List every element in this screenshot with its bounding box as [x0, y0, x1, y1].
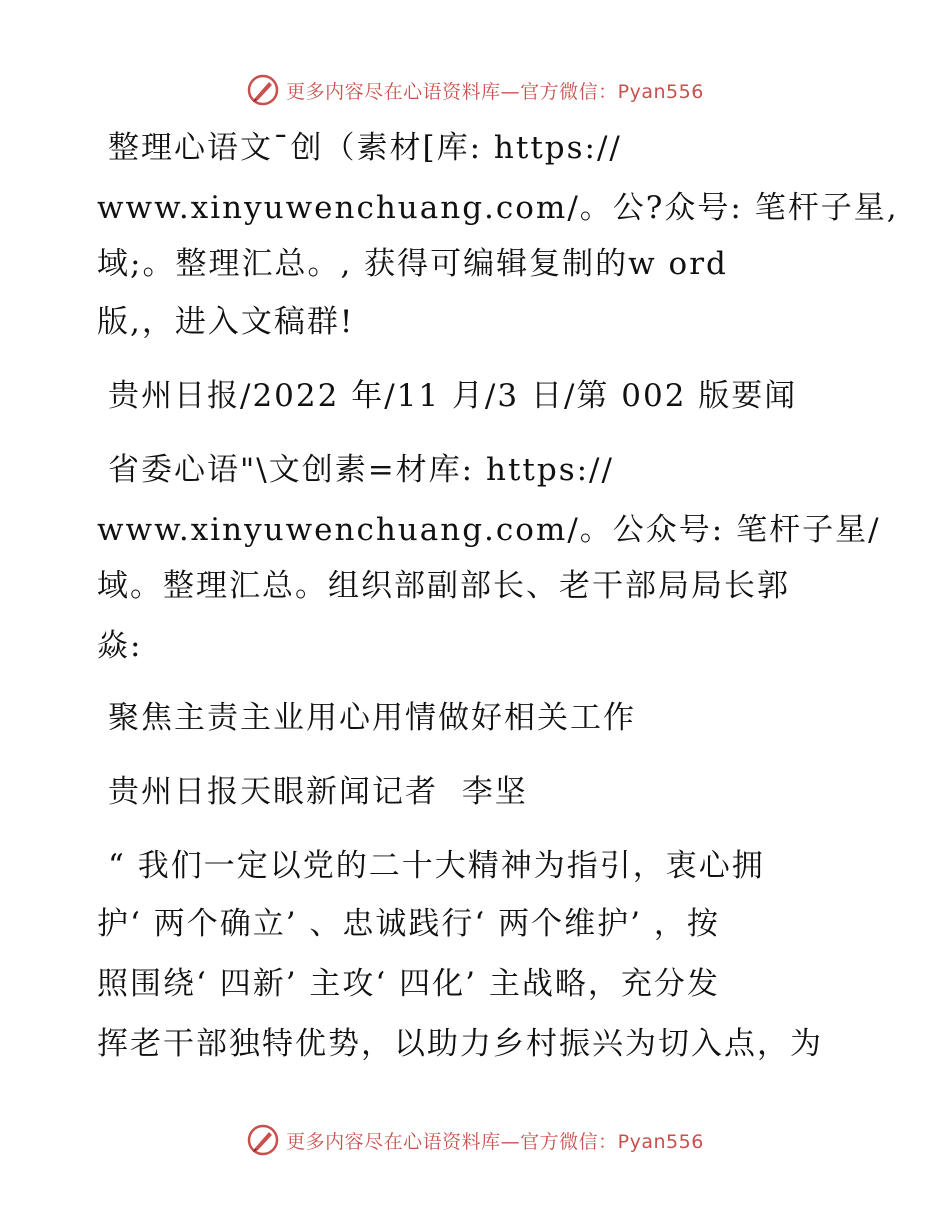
footer-watermark [0, 1120, 950, 1160]
body-line-3: 照围绕‘ 四新’ 主攻‘ 四化’ 主战略，充分发 [97, 966, 720, 1002]
paragraph1-line-1: 整理心语文¯创（素材[库: https:// [108, 130, 622, 166]
paragraph1-line-2: www.xinyuwenchuang.com/。公?众号: 笔杆子星, [97, 190, 899, 226]
article-headline: 聚焦主责主业用心用情做好相关工作 [108, 700, 636, 736]
header-watermark [0, 70, 950, 110]
dateline: 贵州日报/2022 年/11 月/3 日/第 002 版要闻 [108, 378, 798, 414]
body-line-1: “ 我们一定以党的二十大精神为指引，衷心拥 [108, 848, 765, 884]
paragraph2-line-2: www.xinyuwenchuang.com/。公众号: 笔杆子星/ [97, 512, 881, 548]
watermark-text: 更多内容尽在心语资料库—官方微信：Pyan556 [286, 1130, 704, 1153]
body-line-2: 护‘ 两个确立’ 、忠诚践行‘ 两个维护’ ，按 [97, 906, 720, 942]
paragraph2-line-1: 省委心语"\文创素=材库: https:// [108, 452, 614, 488]
body-line-4: 挥老干部独特优势，以助力乡村振兴为切入点，为 [97, 1026, 823, 1062]
pen-logo-icon [246, 1123, 280, 1157]
paragraph2-line-4: 焱: [97, 628, 143, 664]
article-byline: 贵州日报天眼新闻记者 李坚 [108, 774, 528, 810]
paragraph1-line-3: 域;。整理汇总。, 获得可编辑复制的w ord [97, 246, 728, 282]
paragraph1-line-4: 版,，进入文稿群! [97, 304, 355, 340]
watermark-text: 更多内容尽在心语资料库—官方微信：Pyan556 [286, 80, 704, 103]
paragraph2-line-3: 域。整理汇总。组织部副部长、老干部局局长郭 [97, 568, 790, 604]
pen-logo-icon [246, 73, 280, 107]
